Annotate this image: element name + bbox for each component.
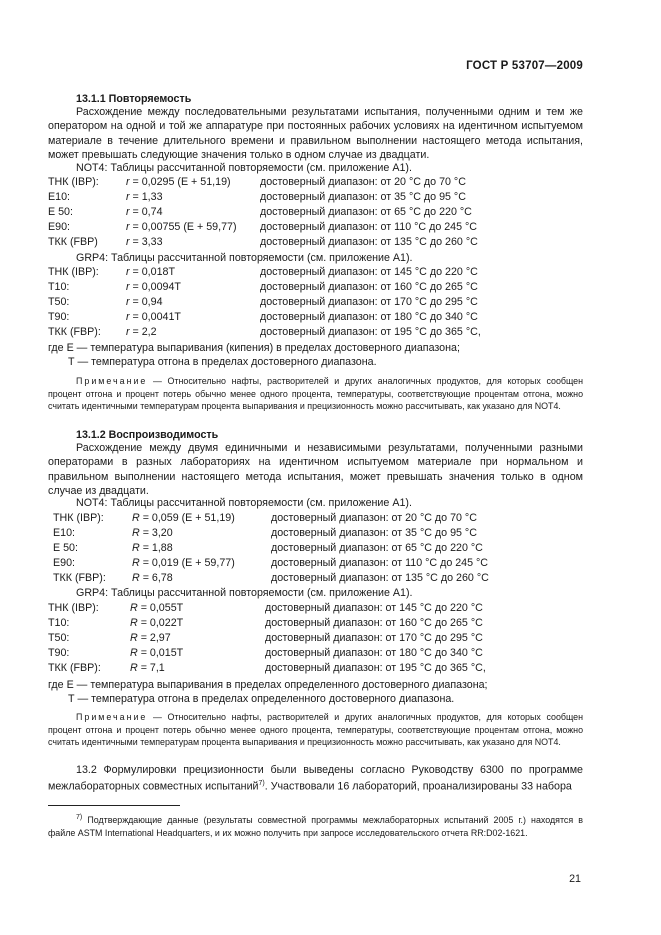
table-cell-formula: r = 3,33 (126, 236, 163, 248)
table-cell-label: Т50: (48, 296, 70, 308)
footnote (48, 812, 583, 839)
table-cell-label: Е10: (53, 527, 75, 539)
table-cell-range: достоверный диапазон: от 170 °C до 295 °C (260, 296, 478, 308)
section-13-1-1-paragraph: Расхождение между последовательными результатами испытания, полученными одним и тем же оператором на одной и той же аппаратуре при постоянных рабочих условиях на идентичном испытуемом материале в течение длительного времени и правильном выполнении настоящего метода испытания, может превышать следующие значения только в одном случае из двадцати. (48, 106, 583, 161)
table-cell-label: ТКК (FBP) (48, 236, 98, 248)
table-cell-range: достоверный диапазон: от 65 °C до 220 °C (260, 206, 472, 218)
table-cell-range: достоверный диапазон: от 180 °C до 340 °C (265, 647, 483, 659)
table-cell-range: достоверный диапазон: от 145 °C до 220 °C (265, 602, 483, 614)
section-13-2-paragraph (48, 763, 583, 794)
table-cell-label: Т10: (48, 617, 70, 629)
table-cell-range: достоверный диапазон: от 110 °C до 245 °C (271, 557, 489, 569)
footnote-text: Подтверждающие данные (результаты совместной программы межлабораторных испытаний 2005 г.) находятся в файле ASTM International Headquarters, и их можно получить при запросе исследовательского отчета RR:D02-1621. (48, 814, 583, 838)
note-label-2: Примечание (76, 712, 148, 722)
table-cell-label: ТКК (FBP): (53, 572, 106, 584)
table-cell-formula: R = 1,88 (132, 542, 173, 554)
table-cell-range: достоверный диапазон: от 160 °C до 265 °C (260, 281, 478, 293)
table-cell-label: ТНК (IBP): (53, 512, 104, 524)
table-cell-formula: R = 0,022T (130, 617, 184, 629)
table-cell-range: достоверный диапазон: от 195 °C до 365 °C, (260, 326, 481, 338)
table-cell-label: ТНК (IBP): (48, 266, 99, 278)
table-cell-label: ТКК (FBP): (48, 662, 101, 674)
table-cell-formula: R = 0,059 (E + 51,19) (132, 512, 235, 524)
note-text-2: — Относительно нафты, растворителей и других аналогичных продуктов, для которых сообщен процент отгона и процент потерь обычно менее одного процента, температуры, соответствующие процентам отгона, можно считать идентичными температурам процента выпаривания и прецизионность можно рассчитывать, как указано для NOT4. (48, 712, 583, 748)
table-cell-formula: r = 2,2 (126, 326, 157, 338)
table-cell-formula: r = 0,018T (126, 266, 176, 278)
table-cell-formula: r = 1,33 (126, 191, 163, 203)
where-e-definition: где Е — температура выпаривания (кипения) в пределах достоверного диапазона; (48, 342, 460, 354)
table-cell-formula: r = 0,0094T (126, 281, 181, 293)
table-cell-range: достоверный диапазон: от 20 °C до 70 °C (271, 512, 477, 524)
table-cell-label: Т10: (48, 281, 70, 293)
where-e-definition-2: где Е — температура выпаривания в пределах определенного достоверного диапазона; (48, 679, 488, 691)
table-cell-label: Е90: (48, 221, 70, 233)
table-cell-label: Т90: (48, 311, 70, 323)
table-cell-formula: r = 0,00755 (E + 59,77) (126, 221, 237, 233)
table-cell-label: ТНК (IBP): (48, 176, 99, 188)
table-cell-label: Е 50: (48, 206, 73, 218)
note-13-1-1 (48, 375, 583, 413)
table-cell-formula: r = 0,74 (126, 206, 163, 218)
section-13-1-2-paragraph: Расхождение между двумя единичными и независимыми результатами, полученными разными операторами в разных лабораториях на идентичном испытуемом материале при нормальном и правильном выполнении настоящего метода испытания, может превышать значения только в одном случае из двадцати. (48, 442, 583, 497)
table-cell-range: достоверный диапазон: от 135 °C до 260 °C (271, 572, 489, 584)
section-13-1-1-title: 13.1.1 Повторяемость (76, 93, 192, 105)
table-cell-formula: R = 6,78 (132, 572, 173, 584)
table-cell-range: достоверный диапазон: от 20 °C до 70 °C (260, 176, 466, 188)
not4-repeatability-caption: NOT4: Таблицы рассчитанной повторяемости (см. приложение А1). (76, 162, 412, 174)
table-cell-range: достоверный диапазон: от 170 °C до 295 °C (265, 632, 483, 644)
note-13-1-2 (48, 711, 583, 749)
section-13-2-text-b: . Участвовали 16 лабораторий, проанализированы 33 набора (264, 780, 572, 793)
note-label: Примечание (76, 376, 148, 386)
footnote-marker: 7) (76, 814, 83, 821)
table-cell-label: Е10: (48, 191, 70, 203)
table-cell-range: достоверный диапазон: от 195 °C до 365 °C, (265, 662, 486, 674)
table-cell-label: Т90: (48, 647, 70, 659)
section-13-1-2-title: 13.1.2 Воспроизводимость (76, 429, 219, 441)
table-cell-formula: R = 0,055T (130, 602, 184, 614)
grp4-reproducibility-caption: GRP4: Таблицы рассчитанной повторяемости (см. приложение А1). (76, 587, 413, 599)
table-cell-label: Т50: (48, 632, 70, 644)
where-t-definition-2: Т — температура отгона в пределах определенного достоверного диапазона. (68, 693, 455, 705)
table-cell-range: достоверный диапазон: от 110 °C до 245 °C (260, 221, 478, 233)
table-cell-range: достоверный диапазон: от 35 °C до 95 °C (271, 527, 477, 539)
table-cell-formula: r = 0,0041T (126, 311, 181, 323)
grp4-repeatability-caption: GRP4: Таблицы рассчитанной повторяемости (см. приложение А1). (76, 252, 413, 264)
table-cell-range: достоверный диапазон: от 160 °C до 265 °C (265, 617, 483, 629)
table-cell-formula: R = 0,015T (130, 647, 184, 659)
footnote-ref: 7) (258, 780, 265, 788)
table-cell-label: Е 50: (53, 542, 78, 554)
table-cell-range: достоверный диапазон: от 135 °C до 260 °C (260, 236, 478, 248)
document-id-header: ГОСТ Р 53707—2009 (466, 60, 583, 72)
table-cell-formula: R = 7,1 (130, 662, 165, 674)
table-cell-formula: R = 0,019 (E + 59,77) (132, 557, 235, 569)
page-number: 21 (569, 873, 581, 885)
table-cell-label: ТКК (FBP): (48, 326, 101, 338)
section-13-2-text-a: 13.2 Формулировки прецизионности были выведены согласно Руководству 6300 по программе межлабораторных совместных испытаний (48, 764, 583, 793)
footnote-separator (48, 805, 180, 806)
table-cell-range: достоверный диапазон: от 180 °C до 340 °C (260, 311, 478, 323)
table-cell-formula: R = 3,20 (132, 527, 173, 539)
note-text: — Относительно нафты, растворителей и других аналогичных продуктов, для которых сообщен процент отгона и процент потерь обычно менее одного процента, температуры, соответствующие процентам отгона, можно считать идентичными температурам процента выпаривания и прецизионность можно рассчитывать, как указано для NOT4. (48, 376, 583, 412)
table-cell-label: Е90: (53, 557, 75, 569)
table-cell-range: достоверный диапазон: от 35 °C до 95 °C (260, 191, 466, 203)
table-cell-formula: R = 2,97 (130, 632, 171, 644)
table-cell-label: ТНК (IBP): (48, 602, 99, 614)
table-cell-formula: r = 0,94 (126, 296, 163, 308)
not4-reproducibility-caption: NOT4: Таблицы рассчитанной повторяемости (см. приложение А1). (76, 497, 412, 509)
table-cell-range: достоверный диапазон: от 145 °C до 220 °C (260, 266, 478, 278)
where-t-definition: Т — температура отгона в пределах достоверного диапазона. (68, 356, 377, 368)
table-cell-formula: r = 0,0295 (E + 51,19) (126, 176, 231, 188)
table-cell-range: достоверный диапазон: от 65 °C до 220 °C (271, 542, 483, 554)
